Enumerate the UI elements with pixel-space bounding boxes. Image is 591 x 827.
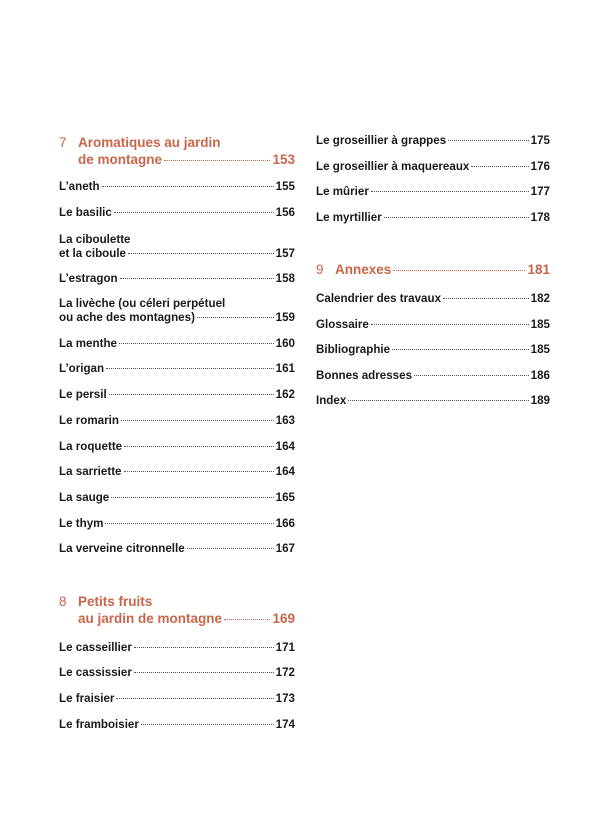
- entry-page-number: 178: [530, 211, 550, 224]
- leader-dots: [371, 324, 529, 325]
- leader-dots: [448, 140, 528, 141]
- entry-title: Le romarin: [59, 414, 119, 427]
- entry-title: La sarriette: [59, 465, 122, 478]
- entry-title: La roquette: [59, 440, 123, 453]
- leader-dots: [106, 368, 274, 369]
- leader-dots: [384, 217, 529, 218]
- entry-page-number: 186: [530, 369, 550, 382]
- toc-entry[interactable]: [59, 692, 295, 705]
- entry-title: Le myrtillier: [316, 211, 382, 224]
- entry-page-number: 165: [275, 491, 295, 504]
- toc-entry[interactable]: [316, 394, 550, 407]
- leader-dots: [116, 698, 273, 699]
- toc-entry[interactable]: [59, 542, 295, 555]
- entry-page-number: 182: [530, 292, 550, 305]
- toc-entry[interactable]: [59, 388, 295, 401]
- chapter-title-line1: Aromatiques au jardin: [78, 135, 221, 150]
- toc-entry[interactable]: [59, 491, 295, 504]
- entry-page-number: 167: [275, 542, 295, 555]
- entry-page-number: 155: [275, 180, 295, 193]
- leader-dots: [111, 497, 273, 498]
- entry-title: L’aneth: [59, 180, 100, 193]
- entry-title: La sauge: [59, 491, 110, 504]
- entry-page-number: 159: [275, 311, 295, 324]
- entry-title: Le casseillier: [59, 641, 132, 654]
- leader-dots: [120, 278, 274, 279]
- entry-page-number: 174: [275, 718, 295, 731]
- entry-page-number: 173: [275, 692, 295, 705]
- entry-title-line2: et la ciboule: [59, 247, 127, 260]
- leader-dots: [164, 160, 270, 161]
- entry-page-number: 156: [275, 206, 295, 219]
- toc-entry[interactable]: [59, 718, 295, 731]
- leader-dots: [471, 166, 528, 167]
- chapter-7-heading[interactable]: [59, 134, 295, 168]
- entry-title: Le framboisier: [59, 718, 139, 731]
- toc-entry[interactable]: [316, 211, 550, 224]
- leader-dots: [114, 212, 274, 213]
- toc-entry[interactable]: [316, 160, 550, 173]
- chapter-number: 9: [316, 262, 324, 277]
- entry-page-number: 162: [275, 388, 295, 401]
- toc-entry[interactable]: [59, 233, 295, 261]
- chapter-page-number: 153: [272, 152, 295, 167]
- leader-dots: [102, 186, 274, 187]
- toc-entry[interactable]: [59, 414, 295, 427]
- entry-title: Le thym: [59, 517, 104, 530]
- leader-dots: [124, 471, 274, 472]
- leader-dots: [393, 270, 525, 271]
- entry-page-number: 185: [530, 318, 550, 331]
- leader-dots: [392, 349, 529, 350]
- entry-title: Le groseillier à maquereaux: [316, 160, 470, 173]
- entry-page-number: 166: [275, 517, 295, 530]
- toc-entry[interactable]: [59, 362, 295, 375]
- entry-page-number: 177: [530, 185, 550, 198]
- leader-dots: [197, 317, 274, 318]
- toc-entry[interactable]: [316, 292, 550, 305]
- leader-dots: [414, 375, 529, 376]
- leader-dots: [134, 647, 274, 648]
- toc-entry[interactable]: [59, 297, 295, 325]
- entry-page-number: 163: [275, 414, 295, 427]
- toc-entry[interactable]: [59, 337, 295, 350]
- chapter-title-line1: Petits fruits: [78, 594, 153, 609]
- leader-dots: [134, 672, 274, 673]
- entry-page-number: 164: [275, 440, 295, 453]
- leader-dots: [141, 724, 274, 725]
- entry-title: La menthe: [59, 337, 117, 350]
- toc-entry[interactable]: [316, 185, 550, 198]
- leader-dots: [105, 523, 273, 524]
- entry-title: Le cassissier: [59, 666, 132, 679]
- leader-dots: [348, 400, 528, 401]
- chapter-9-heading[interactable]: [316, 261, 550, 278]
- leader-dots: [109, 394, 274, 395]
- chapter-page-number: 181: [527, 262, 550, 277]
- toc-entry[interactable]: [59, 666, 295, 679]
- entry-title: Calendrier des travaux: [316, 292, 442, 305]
- entry-page-number: 158: [275, 272, 295, 285]
- leader-dots: [119, 343, 274, 344]
- entry-title: L’origan: [59, 362, 105, 375]
- toc-entry[interactable]: [59, 440, 295, 453]
- entry-page-number: 157: [275, 247, 295, 260]
- entry-page-number: 171: [275, 641, 295, 654]
- entry-page-number: 189: [530, 394, 550, 407]
- entry-title: Le basilic: [59, 206, 112, 219]
- toc-entry[interactable]: [59, 517, 295, 530]
- chapter-8-heading[interactable]: [59, 593, 295, 627]
- entry-title: La verveine citronnelle: [59, 542, 185, 555]
- leader-dots: [443, 298, 529, 299]
- chapter-title-line2: de montagne: [78, 152, 163, 167]
- toc-entry[interactable]: [59, 180, 295, 193]
- leader-dots: [224, 619, 270, 620]
- entry-title-line1: La livèche (ou céleri perpétuel: [59, 297, 226, 310]
- toc-entry[interactable]: [59, 465, 295, 478]
- toc-entry[interactable]: [59, 206, 295, 219]
- chapter-number: 8: [59, 594, 67, 609]
- entry-page-number: 176: [530, 160, 550, 173]
- entry-title: Le persil: [59, 388, 107, 401]
- toc-entry[interactable]: [316, 369, 550, 382]
- entry-page-number: 161: [275, 362, 295, 375]
- chapter-title-line2: au jardin de montagne: [78, 611, 223, 626]
- toc-entry[interactable]: [59, 272, 295, 285]
- leader-dots: [128, 253, 274, 254]
- toc-entry[interactable]: [316, 134, 550, 147]
- entry-page-number: 164: [275, 465, 295, 478]
- entry-page-number: 160: [275, 337, 295, 350]
- toc-entry[interactable]: [316, 343, 550, 356]
- chapter-number: 7: [59, 135, 67, 150]
- entry-page-number: 175: [530, 134, 550, 147]
- chapter-page-number: 169: [272, 611, 295, 626]
- entry-title: Le groseillier à grappes: [316, 134, 447, 147]
- entry-title: Bonnes adresses: [316, 369, 413, 382]
- entry-title: L’estragon: [59, 272, 118, 285]
- toc-entry[interactable]: [316, 318, 550, 331]
- leader-dots: [371, 191, 529, 192]
- leader-dots: [124, 446, 274, 447]
- entry-title: Le fraisier: [59, 692, 115, 705]
- entry-title-line2: ou ache des montagnes): [59, 311, 195, 324]
- toc-entry[interactable]: [59, 641, 295, 654]
- entry-title-line1: La ciboulette: [59, 233, 131, 246]
- leader-dots: [187, 548, 274, 549]
- entry-page-number: 185: [530, 343, 550, 356]
- entry-title: Bibliographie: [316, 343, 391, 356]
- entry-page-number: 172: [275, 666, 295, 679]
- entry-title: Glossaire: [316, 318, 369, 331]
- entry-title: Le mûrier: [316, 185, 369, 198]
- leader-dots: [121, 420, 274, 421]
- chapter-title-line1: Annexes: [335, 262, 392, 277]
- entry-title: Index: [316, 394, 347, 407]
